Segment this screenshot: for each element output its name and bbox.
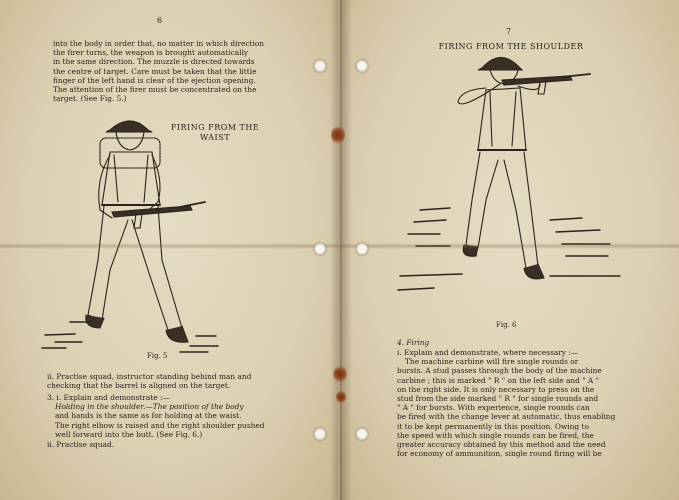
text-line: The machine carbine will fire single rounds or — [405, 357, 579, 367]
punch-hole — [356, 243, 368, 255]
figure-6-illustration — [390, 50, 630, 310]
text-line: 3. i. Explain and demonstrate :— — [47, 393, 170, 402]
punch-hole — [314, 60, 326, 72]
book-gutter — [330, 0, 352, 500]
punch-hole — [314, 243, 326, 255]
intro-paragraph — [53, 39, 281, 103]
right-page — [340, 0, 679, 500]
text-line: be fired with the change lever at automatic, thus enabling — [397, 412, 616, 422]
page-number: 6 — [157, 16, 163, 25]
text-line: " A " for bursts. With experience, single rounds can — [397, 403, 590, 413]
item-ii-paragraph — [47, 372, 283, 390]
text-line: i. Explain and demonstrate, where necessary :— — [397, 348, 579, 357]
page-number: 7 — [506, 27, 512, 36]
figure-caption: Fig. 5 — [147, 352, 168, 360]
item-3-paragraph — [47, 393, 283, 439]
rust-stain — [333, 365, 347, 383]
text-line: and hands is the same as for holding at the waist. — [55, 411, 242, 421]
text-line: stud from the side marked " R " for single rounds and — [397, 394, 599, 404]
figure-caption: Fig. 6 — [496, 321, 517, 329]
text-line: The attention of the firer must be concentrated on the — [53, 85, 257, 95]
text-line: well forward into the butt. (See Fig. 6.) — [55, 429, 203, 439]
text-line: greater accuracy obtained by this method and the need — [397, 440, 606, 450]
text-line: the centre of target. Care must be taken that the little — [53, 66, 257, 76]
figure-heading-line: FIRING FROM THE — [170, 123, 260, 132]
text-line: into the body in order that, no matter in which direction — [53, 39, 265, 48]
text-line: on the right side. It is only necessary to press on the — [397, 384, 595, 394]
text-line: for economy of ammunition, single round firing will be — [397, 449, 602, 459]
figure-heading-line: WAIST — [199, 133, 231, 142]
section-heading: 4. Firing — [397, 338, 430, 347]
punch-hole — [356, 60, 368, 72]
punch-hole — [356, 428, 368, 440]
text-line: it to be kept permanently in this position. Owing to — [397, 421, 589, 431]
text-line: carbine ; this is marked " R " on the left side and " A " — [397, 375, 600, 385]
text-line: finger of the left hand is clear of the ejection opening. — [53, 75, 256, 85]
punch-hole — [314, 428, 326, 440]
rust-stain — [336, 390, 346, 404]
text-line: the firer turns, the weapon is brought automatically — [53, 48, 249, 58]
text-line: bursts. A stud passes through the body of the machine — [397, 366, 602, 376]
page-fold — [0, 243, 679, 249]
figure-5-illustration — [40, 110, 220, 360]
figure-heading: FIRING FROM THE SHOULDER — [438, 42, 584, 51]
text-line: ii. Practise squad, instructor standing behind man and — [47, 372, 252, 381]
firing-section-paragraph — [397, 348, 637, 458]
text-line: The right elbow is raised and the right shoulder pushed — [55, 420, 265, 430]
text-line: Holding in the shoulder.—The position of the body — [55, 402, 244, 412]
item-3-ii: ii. Practise squad. — [47, 440, 115, 449]
left-page — [0, 0, 338, 500]
rust-stain — [331, 125, 345, 145]
text-line: target. (See Fig. 5.) — [53, 94, 127, 104]
text-line: checking that the barrel is aligned on the target. — [47, 381, 231, 391]
text-line: in the same direction. The muzzle is directed towards — [53, 57, 255, 67]
text-line: the speed with which single rounds can be fired, the — [397, 430, 594, 440]
